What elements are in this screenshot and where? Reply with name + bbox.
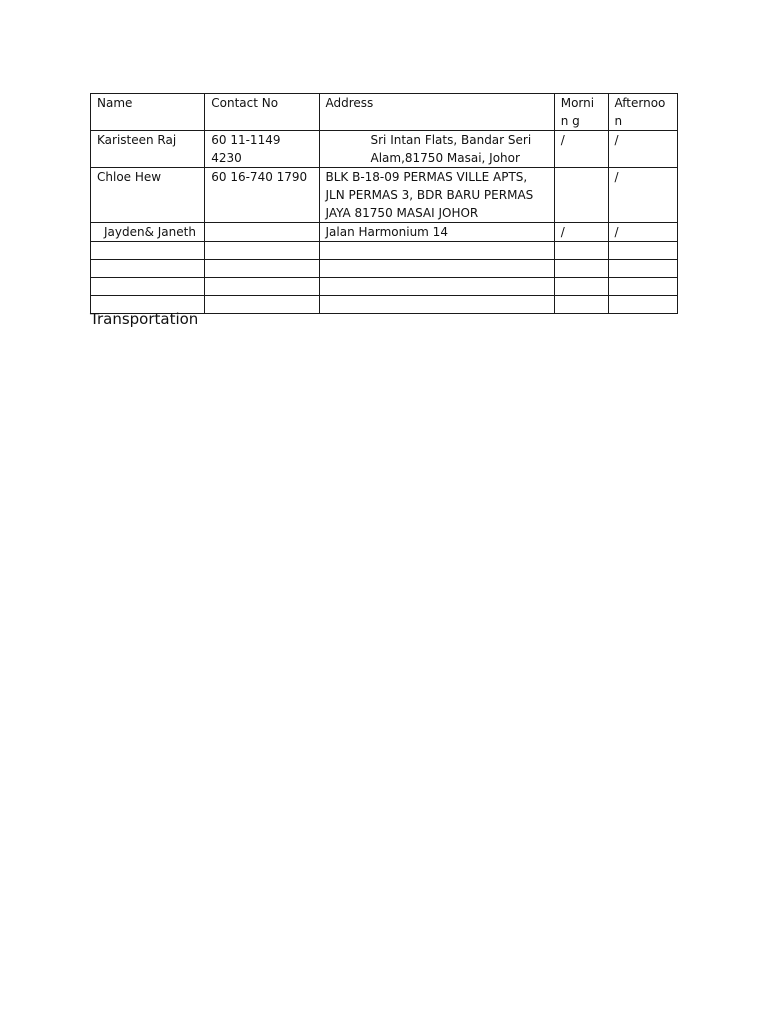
empty-cell: [319, 260, 554, 278]
empty-cell: [205, 278, 319, 296]
cell-afternoon: /: [608, 131, 678, 168]
empty-cell: [319, 242, 554, 260]
empty-cell: [91, 278, 205, 296]
table-row: [91, 168, 678, 223]
empty-cell: [608, 278, 678, 296]
cell-contact: 60 16-740 1790: [205, 168, 319, 223]
cell-afternoon: /: [608, 168, 678, 223]
empty-cell: [608, 242, 678, 260]
cell-contact: [205, 223, 319, 242]
empty-cell: [91, 260, 205, 278]
empty-cell: [608, 260, 678, 278]
cell-morning: /: [554, 223, 608, 242]
cell-address: BLK B-18-09 PERMAS VILLE APTS, JLN PERMAS 3, BDR BARU PERMAS JAYA 81750 MASAI JOHOR: [319, 168, 554, 223]
table-row: [91, 131, 678, 168]
empty-cell: [91, 242, 205, 260]
empty-table-row: [91, 278, 678, 296]
transportation-caption: Transportation: [90, 310, 199, 328]
transportation-table: [90, 93, 678, 314]
header-morning: Mornin g: [554, 94, 608, 131]
table-header-row: [91, 94, 678, 131]
empty-cell: [319, 278, 554, 296]
cell-afternoon: /: [608, 223, 678, 242]
empty-cell: [554, 296, 608, 314]
cell-name: Chloe Hew: [91, 168, 205, 223]
header-afternoon: Afternoon: [608, 94, 678, 131]
cell-address: Sri Intan Flats, Bandar Seri Alam,81750 Masai, Johor: [319, 131, 554, 168]
empty-cell: [554, 260, 608, 278]
cell-morning: /: [554, 131, 608, 168]
header-name: Name: [91, 94, 205, 131]
cell-contact: 60 11-1149 4230: [205, 131, 319, 168]
cell-morning: [554, 168, 608, 223]
header-address: Address: [319, 94, 554, 131]
empty-cell: [554, 242, 608, 260]
empty-cell: [608, 296, 678, 314]
empty-cell: [205, 260, 319, 278]
empty-table-row: [91, 260, 678, 278]
empty-cell: [205, 296, 319, 314]
empty-cell: [205, 242, 319, 260]
cell-name: Karisteen Raj: [91, 131, 205, 168]
empty-cell: [319, 296, 554, 314]
header-contact: Contact No: [205, 94, 319, 131]
empty-cell: [554, 278, 608, 296]
cell-name: Jayden& Janeth: [91, 223, 205, 242]
empty-table-row: [91, 242, 678, 260]
table-row: [91, 223, 678, 242]
cell-address: Jalan Harmonium 14: [319, 223, 554, 242]
